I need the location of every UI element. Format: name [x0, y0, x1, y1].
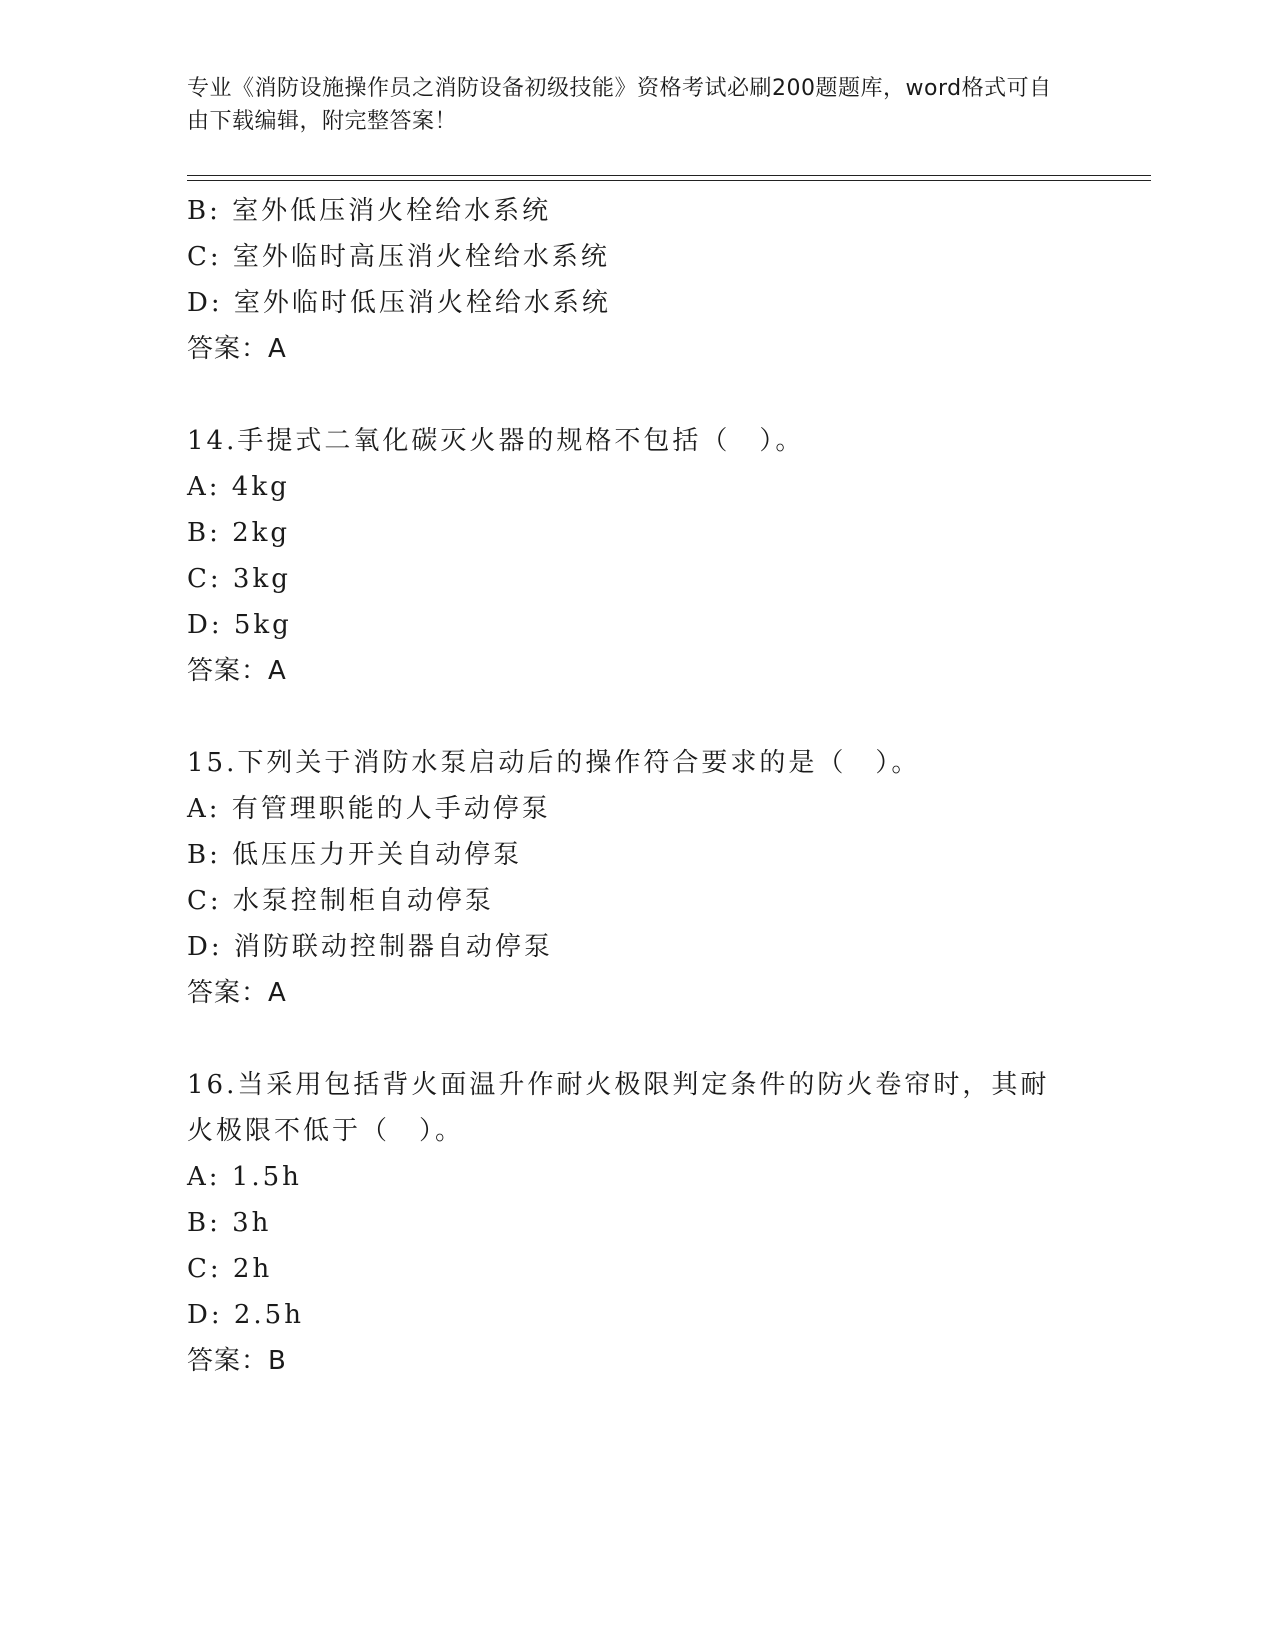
- option-b: B: 3h: [187, 1208, 272, 1238]
- answer: 答案：A: [187, 334, 287, 364]
- question-stem: 16.当采用包括背火面温升作耐火极限判定条件的防火卷帘时，其耐火极限不低于（ ）。: [187, 1070, 1050, 1146]
- question-13-tail: [187, 188, 1087, 372]
- option-d: D: 5kg: [187, 610, 292, 640]
- answer: 答案：A: [187, 978, 287, 1008]
- option-b: B: 2kg: [187, 518, 291, 548]
- option-d: D: 室外临时低压消火栓给水系统: [187, 288, 611, 318]
- option-b: B: 室外低压消火栓给水系统: [187, 196, 552, 226]
- option-d: D: 消防联动控制器自动停泵: [187, 932, 553, 962]
- answer: 答案：B: [187, 1346, 287, 1376]
- question-list: [187, 188, 1087, 1384]
- header-rule-thin: [187, 180, 1151, 181]
- answer: 答案：A: [187, 656, 287, 686]
- page-header: 专业《消防设施操作员之消防设备初级技能》资格考试必刷200题题库，word格式可自由下载编辑，附完整答案！: [187, 76, 1052, 134]
- question-14: [187, 418, 1087, 694]
- option-c: C: 水泵控制柜自动停泵: [187, 886, 494, 916]
- option-d: D: 2.5h: [187, 1300, 304, 1330]
- option-c: C: 3kg: [187, 564, 291, 594]
- option-a: A: 有管理职能的人手动停泵: [187, 794, 551, 824]
- question-15: [187, 740, 1087, 1016]
- option-a: A: 1.5h: [187, 1162, 302, 1192]
- option-a: A: 4kg: [187, 472, 290, 502]
- option-c: C: 室外临时高压消火栓给水系统: [187, 242, 610, 272]
- question-16: [187, 1062, 1087, 1384]
- option-b: B: 低压压力开关自动停泵: [187, 840, 523, 870]
- question-stem: 14.手提式二氧化碳灭火器的规格不包括（ ）。: [187, 426, 805, 456]
- header-rule-thick: [187, 175, 1151, 176]
- option-c: C: 2h: [187, 1254, 273, 1284]
- question-stem: 15.下列关于消防水泵启动后的操作符合要求的是（ ）。: [187, 748, 921, 778]
